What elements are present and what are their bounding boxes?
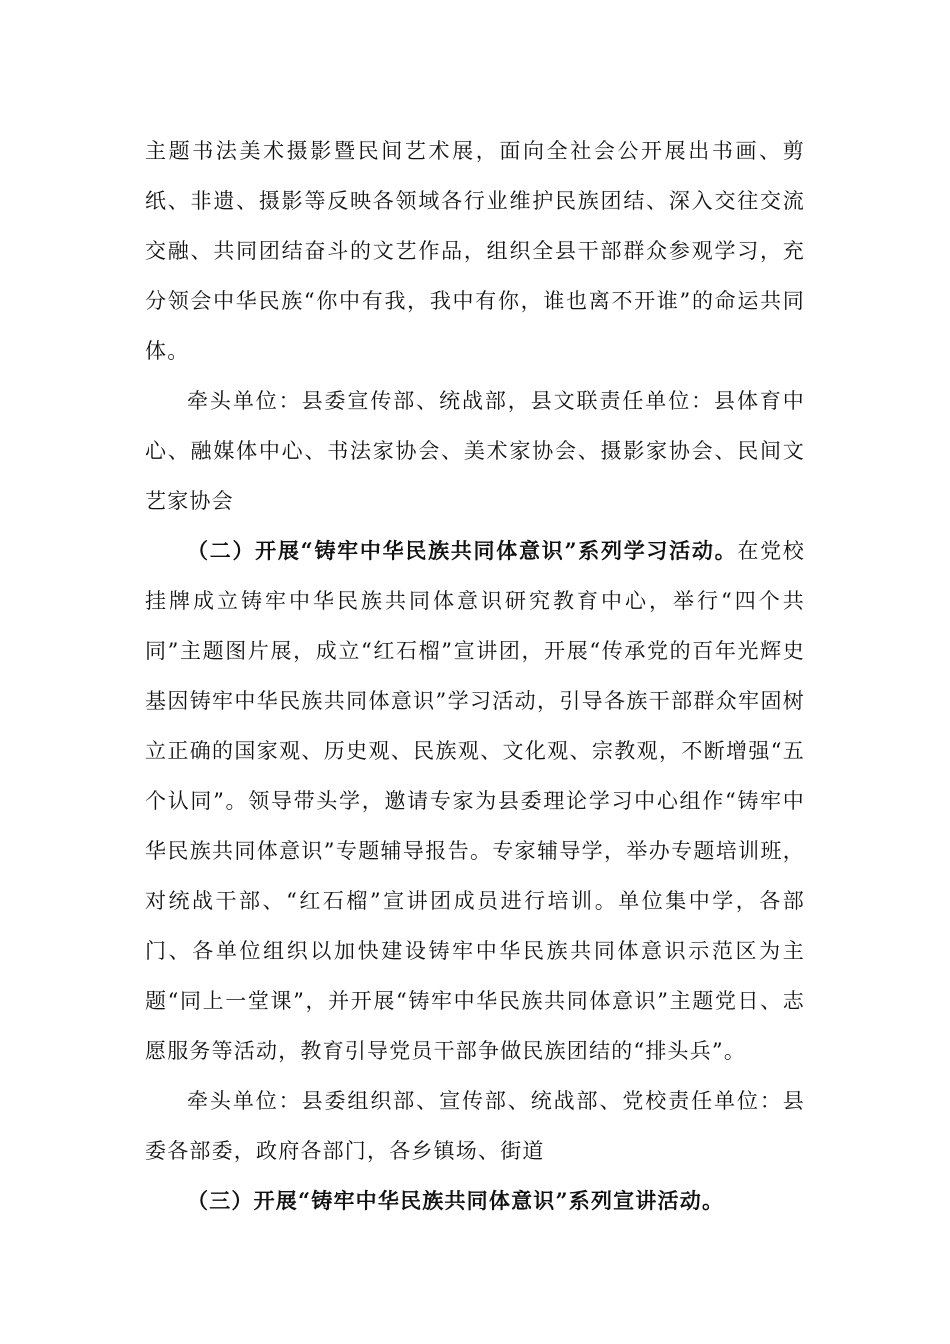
paragraph-lead-units-1: 牵头单位：县委宣传部、统战部，县文联责任单位：县体育中心、融媒体中心、书法家协会、美术家协会、摄影家协会、民间文艺家协会 — [145, 389, 805, 513]
paragraph-lead-units-2: 牵头单位：县委组织部、宣传部、统战部、党校责任单位：县委各部委，政府各部门，各乡镇场、街道 — [145, 1089, 805, 1163]
paragraph-study-activities — [145, 526, 805, 1076]
section-body-2: 在党校挂牌成立铸牢中华民族共同体意识研究教育中心，举行“四个共同”主题图片展，成立“红石榴”宣讲团，开展“传承党的百年光辉史基因铸牢中华民族共同体意识”学习活动，引导各族干部群众牢固树立正确的国家观、历史观、民族观、文化观、宗教观，不断增强“五个认同”。领导带头学，邀请专家为县委理论学习中心组作“铸牢中华民族共同体意识”专题辅导报告。专家辅导学，举办专题培训班，对统战干部、“红石榴”宣讲团成员进行培训。单位集中学，各部门、各单位组织以加快建设铸牢中华民族共同体意识示范区为主题“同上一堂课”，并开展“铸牢中华民族共同体意识”主题党日、志愿服务等活动，教育引导党员干部争做民族团结的“排头兵”。 — [145, 539, 805, 1063]
paragraph-exhibition: 主题书法美术摄影暨民间艺术展，面向全社会公开展出书画、剪纸、非遗、摄影等反映各领域各行业维护民族团结、深入交往交流交融、共同团结奋斗的文艺作品，组织全县干部群众参观学习，充分领会中华民族“你中有我，我中有你，谁也离不开谁”的命运共同体。 — [145, 139, 805, 363]
section-heading-3: （三）开展“铸牢中华民族共同体意识”系列宣讲活动。 — [187, 1188, 725, 1213]
document-page — [145, 126, 805, 1226]
section-heading-2: （二）开展“铸牢中华民族共同体意识”系列学习活动。 — [187, 538, 738, 563]
